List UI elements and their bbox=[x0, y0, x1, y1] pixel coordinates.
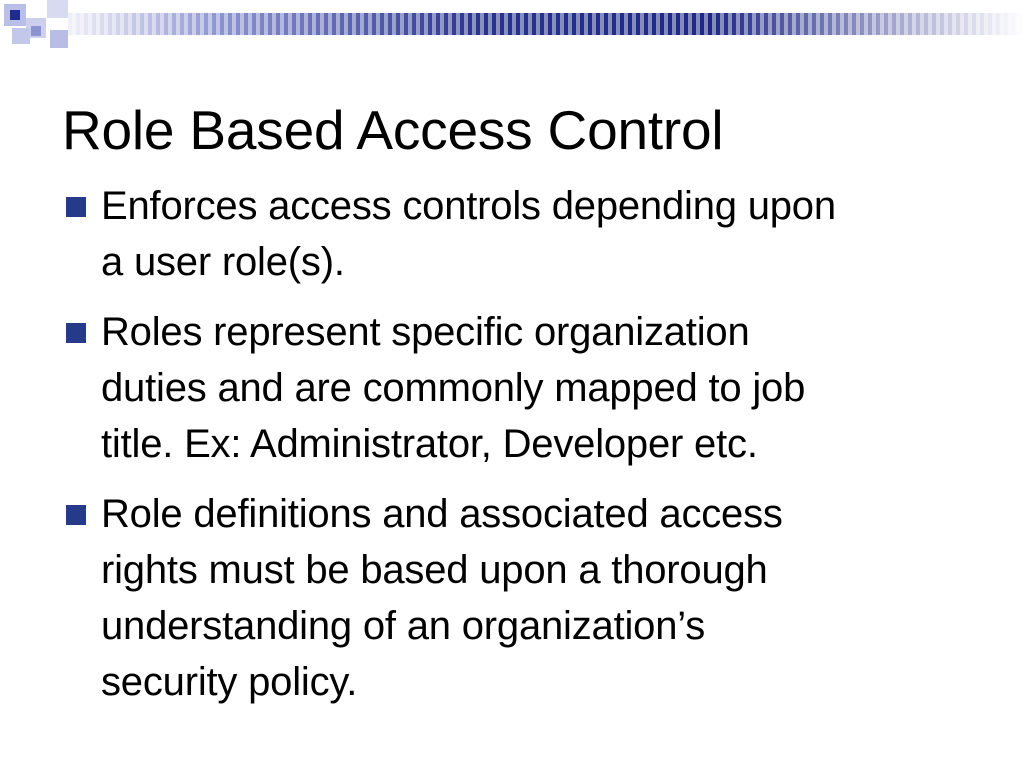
bullet-text bbox=[101, 486, 931, 710]
bullet-line: understanding of an organization’s bbox=[101, 604, 706, 648]
header-decoration bbox=[0, 0, 1024, 48]
bullet-item bbox=[62, 178, 931, 290]
bullet-line: duties and are commonly mapped to job bbox=[101, 366, 806, 410]
bullet-line: rights must be based upon a thorough bbox=[101, 548, 768, 592]
square-bullet-icon bbox=[66, 323, 86, 343]
bullet-line: title. Ex: Administrator, Developer etc. bbox=[101, 422, 758, 466]
square-bullet-icon bbox=[66, 505, 86, 525]
bullet-line: Role definitions and associated access bbox=[101, 492, 783, 536]
bullet-item bbox=[62, 486, 931, 710]
slide-title: Role Based Access Control bbox=[62, 99, 724, 161]
bullet-item bbox=[62, 304, 931, 472]
bullet-text bbox=[101, 178, 931, 290]
bullet-text bbox=[101, 304, 931, 472]
square-bullet-icon bbox=[66, 197, 86, 217]
bullet-line: Enforces access controls depending upon bbox=[101, 184, 836, 228]
bullet-line: security policy. bbox=[101, 660, 358, 704]
bullet-line: Roles represent specific organization bbox=[101, 310, 750, 354]
bullet-list bbox=[62, 178, 962, 724]
bullet-line: a user role(s). bbox=[101, 240, 345, 284]
